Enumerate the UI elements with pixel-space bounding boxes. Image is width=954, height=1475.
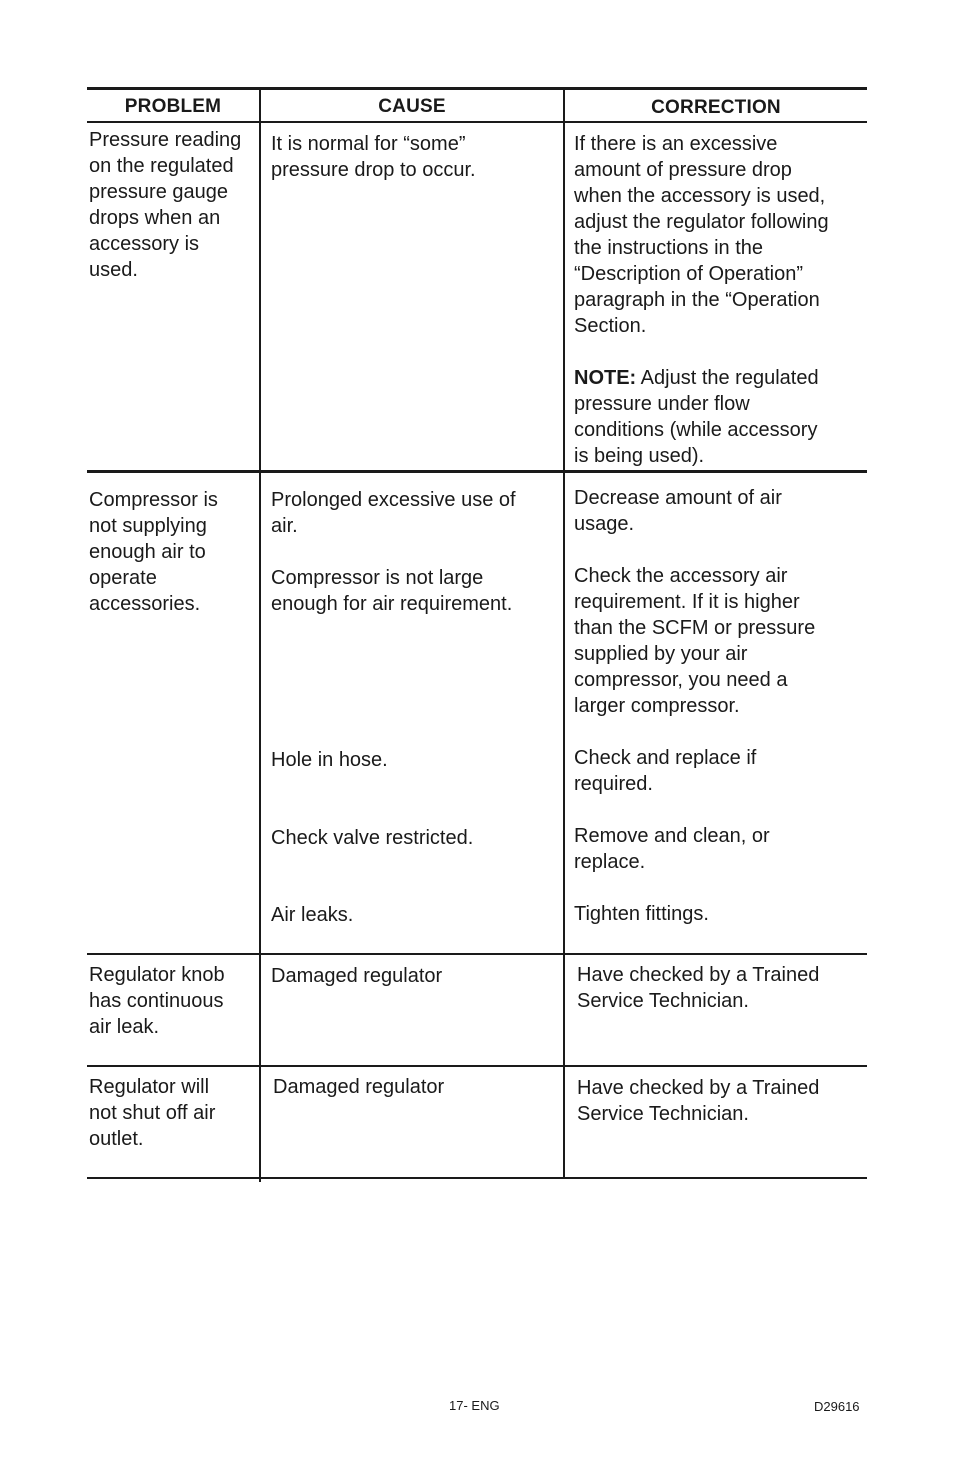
row-2-cause-1: Prolonged excessive use of air. [271,489,516,537]
column-divider-2 [563,87,565,1179]
row-2-correction-4: Remove and clean, or replace. [574,825,770,873]
row-2-correction-5: Tighten fittings. [574,903,709,925]
header-correction: CORRECTION [651,97,781,118]
doc-code: D29616 [814,1399,860,1414]
row-2-correction-2: Check the accessory air requirement. If it is higher than the SCFM or pressure supplied by your air compressor, you need a larger compressor. [574,565,816,717]
row-2-cause-2: Compressor is not large enough for air requirement. [271,567,513,615]
note-text: Adjust the regulated pressure under flow conditions (while accessory is being used). [574,367,819,467]
table-bottom-rule [87,1177,867,1179]
row-2-cause-3: Hole in hose. [271,749,388,771]
table-top-rule [87,87,867,90]
row-3-bottom-rule [87,1065,867,1067]
header-bottom-rule [87,121,867,123]
column-divider-1 [259,87,261,1182]
header-problem: PROBLEM [124,96,222,117]
row-1-cause: It is normal for “some” pressure drop to occur. [271,133,476,181]
row-1-problem: Pressure reading on the regulated pressure gauge drops when an accessory is used. [89,129,242,281]
row-1-bottom-rule [87,470,867,473]
header-cause: CAUSE [378,96,446,117]
troubleshooting-table [87,87,867,1182]
row-4-problem: Regulator will not shut off air outlet. [89,1076,216,1150]
row-1-note [574,365,864,469]
row-2-problem: Compressor is not supplying enough air to operate accessories. [89,489,218,615]
row-1-correction: If there is an excessive amount of pressure drop when the accessory is used, adjust the regulator following the instructions in the “Description of Operation” paragraph in the “Operation Section. [574,133,829,337]
row-2-correction-3: Check and replace if required. [574,747,757,795]
row-2-bottom-rule [87,953,867,955]
row-3-problem: Regulator knob has continuous air leak. [89,964,225,1038]
row-3-correction: Have checked by a Trained Service Technician. [577,964,820,1012]
row-3-cause: Damaged regulator [271,965,443,987]
row-2-cause-5: Air leaks. [271,904,354,926]
page-number: 17- ENG [449,1398,500,1413]
row-2-correction-1: Decrease amount of air usage. [574,487,782,535]
note-label: NOTE: [574,367,637,389]
row-4-correction: Have checked by a Trained Service Technician. [577,1077,820,1125]
row-2-cause-4: Check valve restricted. [271,827,474,849]
row-4-cause: Damaged regulator [273,1076,445,1098]
